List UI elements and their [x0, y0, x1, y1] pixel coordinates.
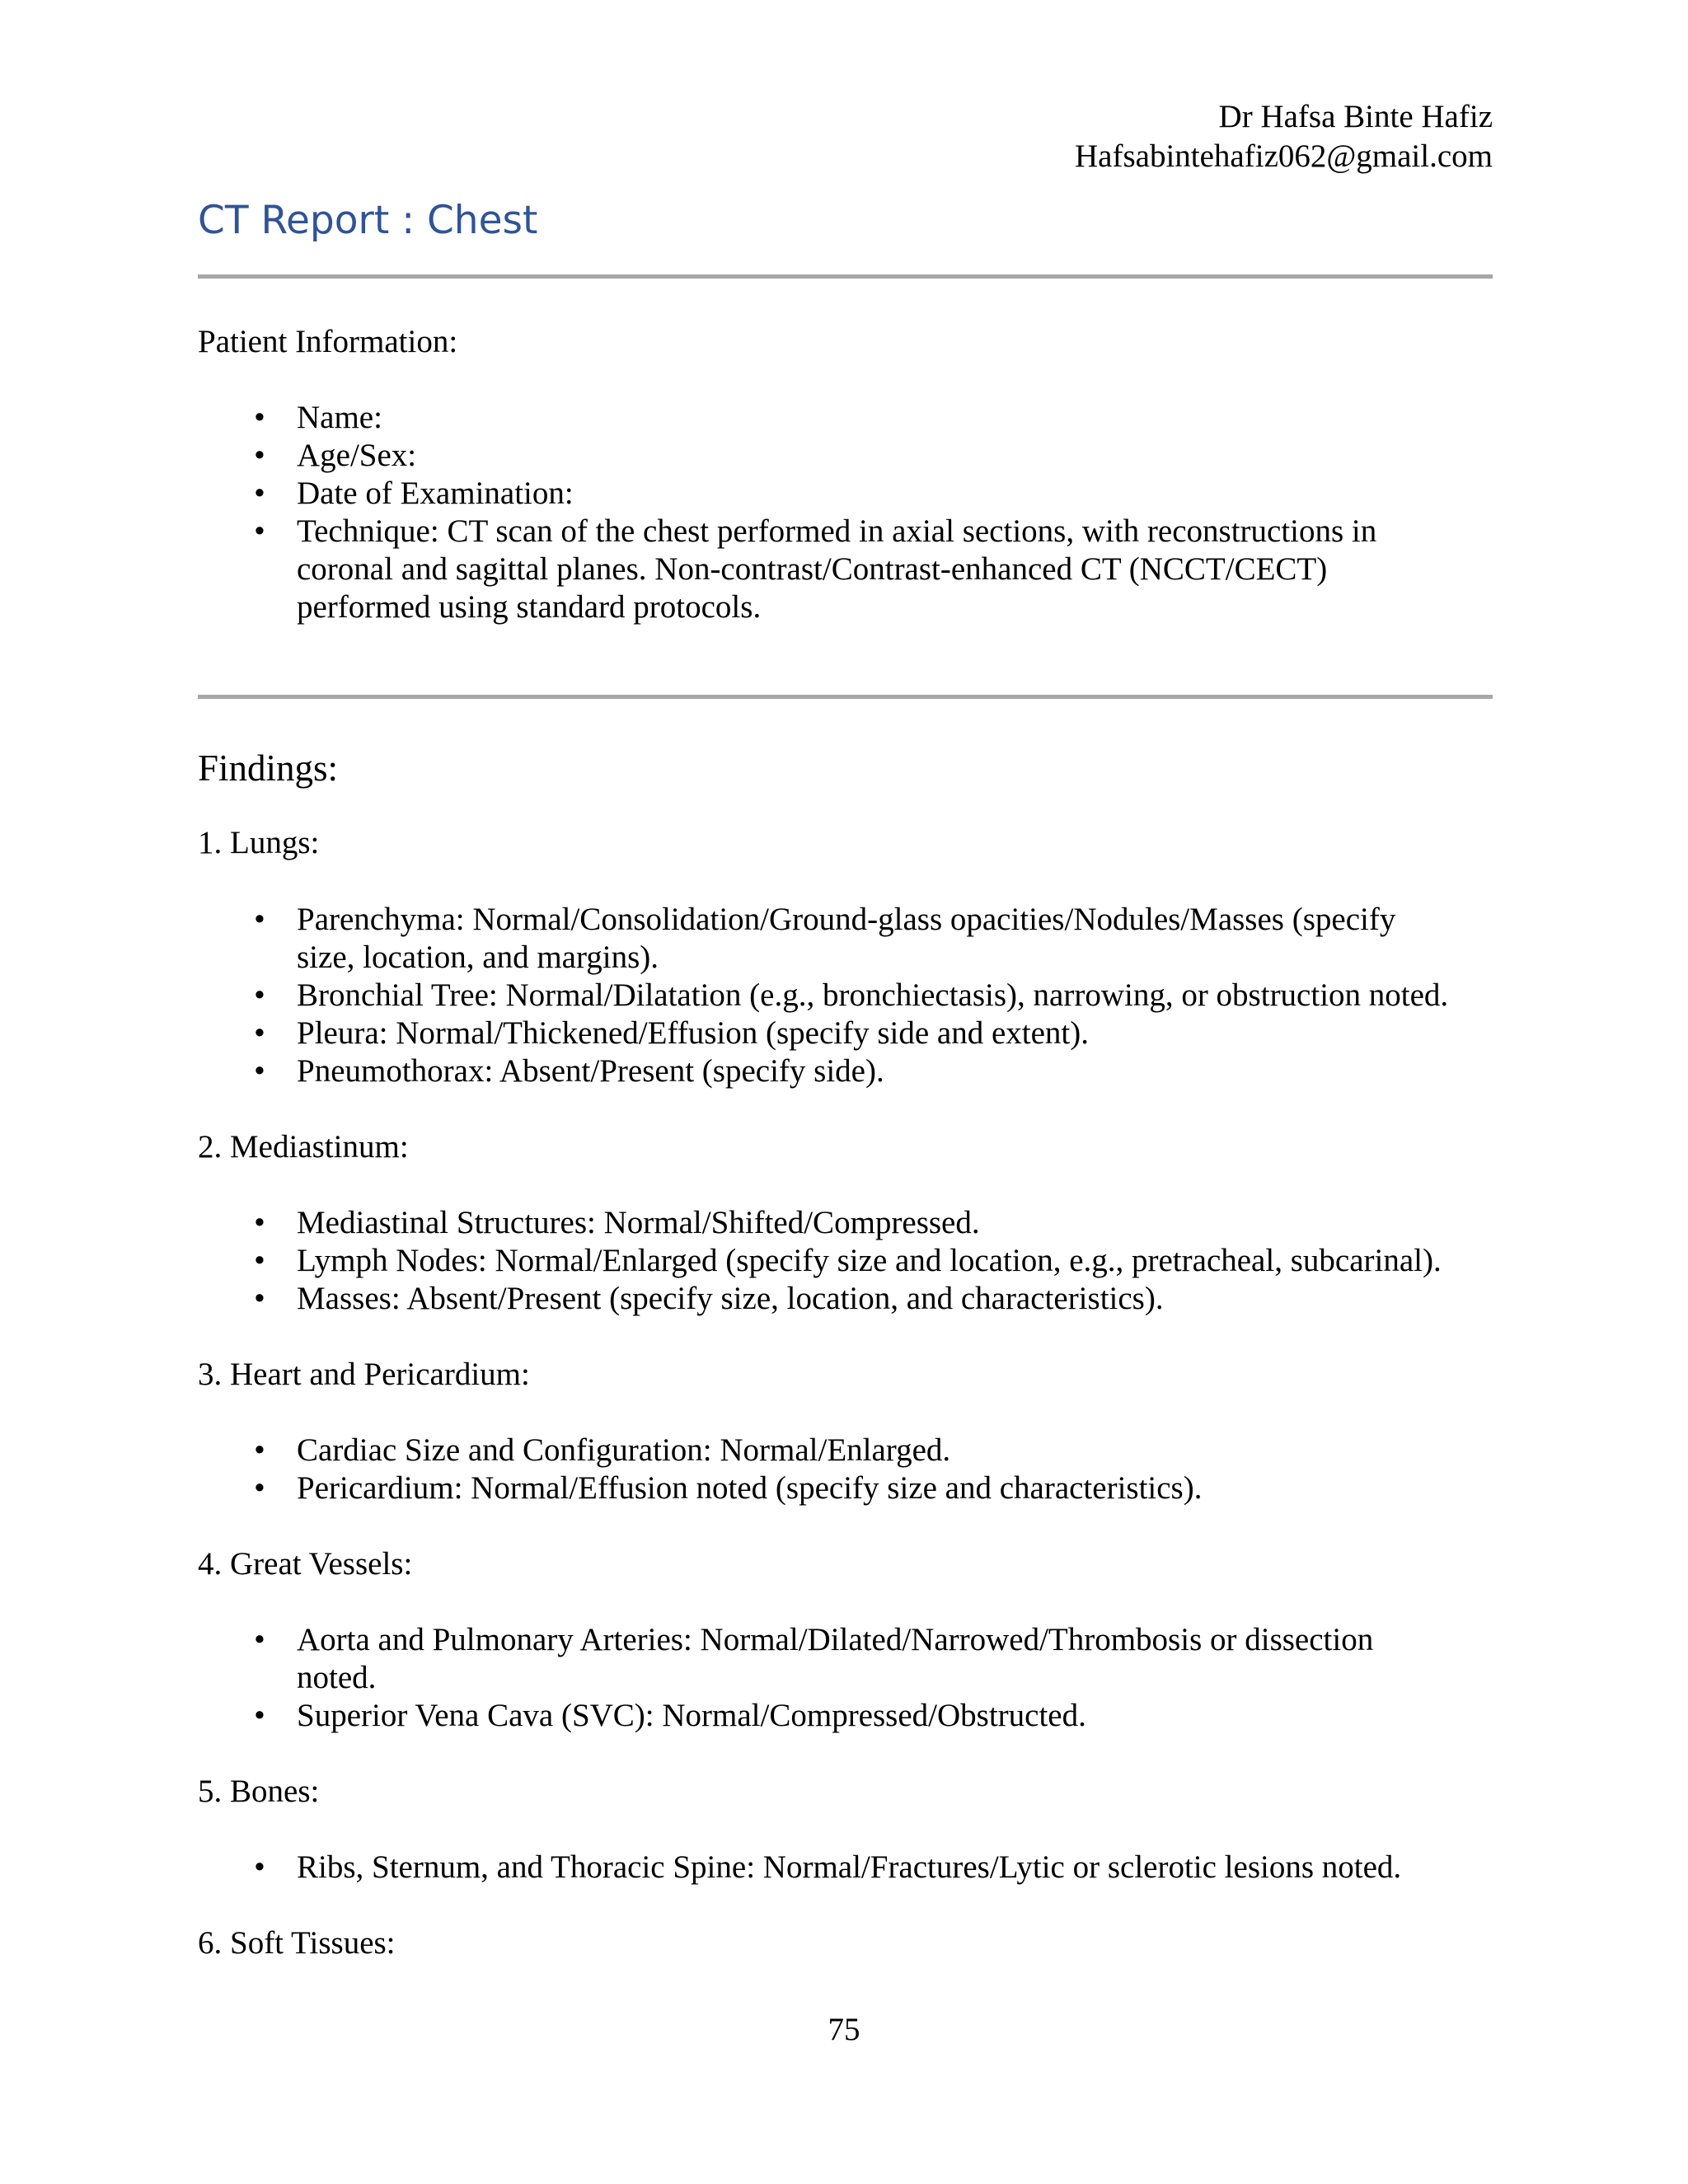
list-item: [198, 1242, 1493, 1280]
bullet-icon: •: [254, 1849, 265, 1885]
list-item: [198, 1204, 1493, 1242]
bullet-icon: •: [254, 1622, 265, 1657]
bullet-icon: •: [254, 1470, 265, 1506]
lungs-list: [198, 901, 1493, 1090]
list-item: [198, 1280, 1493, 1318]
mediastinum-list: [198, 1204, 1493, 1318]
findings-heading: Findings:: [198, 748, 339, 789]
list-item-text: Pericardium: Normal/Effusion noted (specify size and characteristics).: [297, 1470, 1203, 1506]
list-item: [198, 437, 1493, 475]
bullet-icon: •: [254, 1205, 265, 1240]
bullet-icon: •: [254, 977, 265, 1013]
section-label-heart: 3. Heart and Pericardium:: [198, 1357, 530, 1392]
list-item-text: Ribs, Sternum, and Thoracic Spine: Normal/Fractures/Lytic or sclerotic lesions noted.: [297, 1849, 1402, 1885]
list-item: [198, 1015, 1493, 1052]
title-divider: [198, 274, 1493, 279]
list-item-text: Age/Sex:: [297, 438, 417, 473]
page-number: 75: [828, 2012, 860, 2047]
list-item-text: Pleura: Normal/Thickened/Effusion (specify side and extent).: [297, 1015, 1089, 1051]
bullet-icon: •: [254, 400, 265, 435]
great-vessels-list: [198, 1621, 1493, 1735]
list-item: [198, 1432, 1493, 1469]
bullet-icon: •: [254, 1698, 265, 1733]
bullet-icon: •: [254, 1432, 265, 1468]
list-item-text: Date of Examination:: [297, 476, 574, 511]
section-divider: [198, 695, 1493, 699]
list-item-text: Aorta and Pulmonary Arteries: Normal/Dilated/Narrowed/Thrombosis or dissection noted.: [297, 1622, 1374, 1695]
bullet-icon: •: [254, 476, 265, 511]
bones-list: [198, 1849, 1493, 1886]
list-item: [198, 1469, 1493, 1507]
section-label-great-vessels: 4. Great Vessels:: [198, 1546, 413, 1582]
list-item: [198, 1697, 1493, 1735]
list-item-text: Technique: CT scan of the chest performed in axial sections, with reconstructions in coronal and sagittal planes. Non-contrast/Contrast-enhanced CT (NCCT/CECT) performed using standard protocols.: [297, 513, 1377, 625]
list-item-text: Name:: [297, 400, 382, 435]
list-item-text: Cardiac Size and Configuration: Normal/Enlarged.: [297, 1432, 951, 1468]
list-item: [198, 513, 1493, 626]
list-item-text: Mediastinal Structures: Normal/Shifted/Compressed.: [297, 1205, 980, 1240]
list-item: [198, 1621, 1493, 1697]
list-item: [198, 1052, 1493, 1090]
list-item-text: Masses: Absent/Present (specify size, location, and characteristics).: [297, 1281, 1164, 1316]
patient-info-label: Patient Information:: [198, 324, 458, 359]
bullet-icon: •: [254, 1015, 265, 1051]
bullet-icon: •: [254, 1053, 265, 1089]
section-label-soft-tissues: 6. Soft Tissues:: [198, 1925, 396, 1961]
author-name: Dr Hafsa Binte Hafiz: [1218, 99, 1493, 134]
list-item: [198, 399, 1493, 437]
bullet-icon: •: [254, 902, 265, 937]
bullet-icon: •: [254, 438, 265, 473]
section-label-bones: 5. Bones:: [198, 1774, 320, 1809]
list-item: [198, 475, 1493, 513]
list-item: [198, 1849, 1493, 1886]
list-item-text: Lymph Nodes: Normal/Enlarged (specify size and location, e.g., pretracheal, subcarinal).: [297, 1243, 1442, 1278]
report-title: CT Report : Chest: [198, 198, 538, 243]
list-item-text: Pneumothorax: Absent/Present (specify side).: [297, 1053, 884, 1089]
list-item-text: Bronchial Tree: Normal/Dilatation (e.g., bronchiectasis), narrowing, or obstruction noted.: [297, 977, 1449, 1013]
list-item: [198, 901, 1493, 977]
heart-list: [198, 1432, 1493, 1507]
bullet-icon: •: [254, 513, 265, 549]
list-item: [198, 977, 1493, 1015]
author-email: Hafsabintehafiz062@gmail.com: [1075, 138, 1493, 174]
list-item-text: Superior Vena Cava (SVC): Normal/Compressed/Obstructed.: [297, 1698, 1086, 1733]
bullet-icon: •: [254, 1243, 265, 1278]
section-label-lungs: 1. Lungs:: [198, 825, 320, 860]
list-item-text: Parenchyma: Normal/Consolidation/Ground-glass opacities/Nodules/Masses (specify size, location, and margins).: [297, 902, 1396, 975]
section-label-mediastinum: 2. Mediastinum:: [198, 1129, 409, 1165]
bullet-icon: •: [254, 1281, 265, 1316]
author-header: [1075, 97, 1493, 176]
patient-info-list: [198, 399, 1493, 626]
